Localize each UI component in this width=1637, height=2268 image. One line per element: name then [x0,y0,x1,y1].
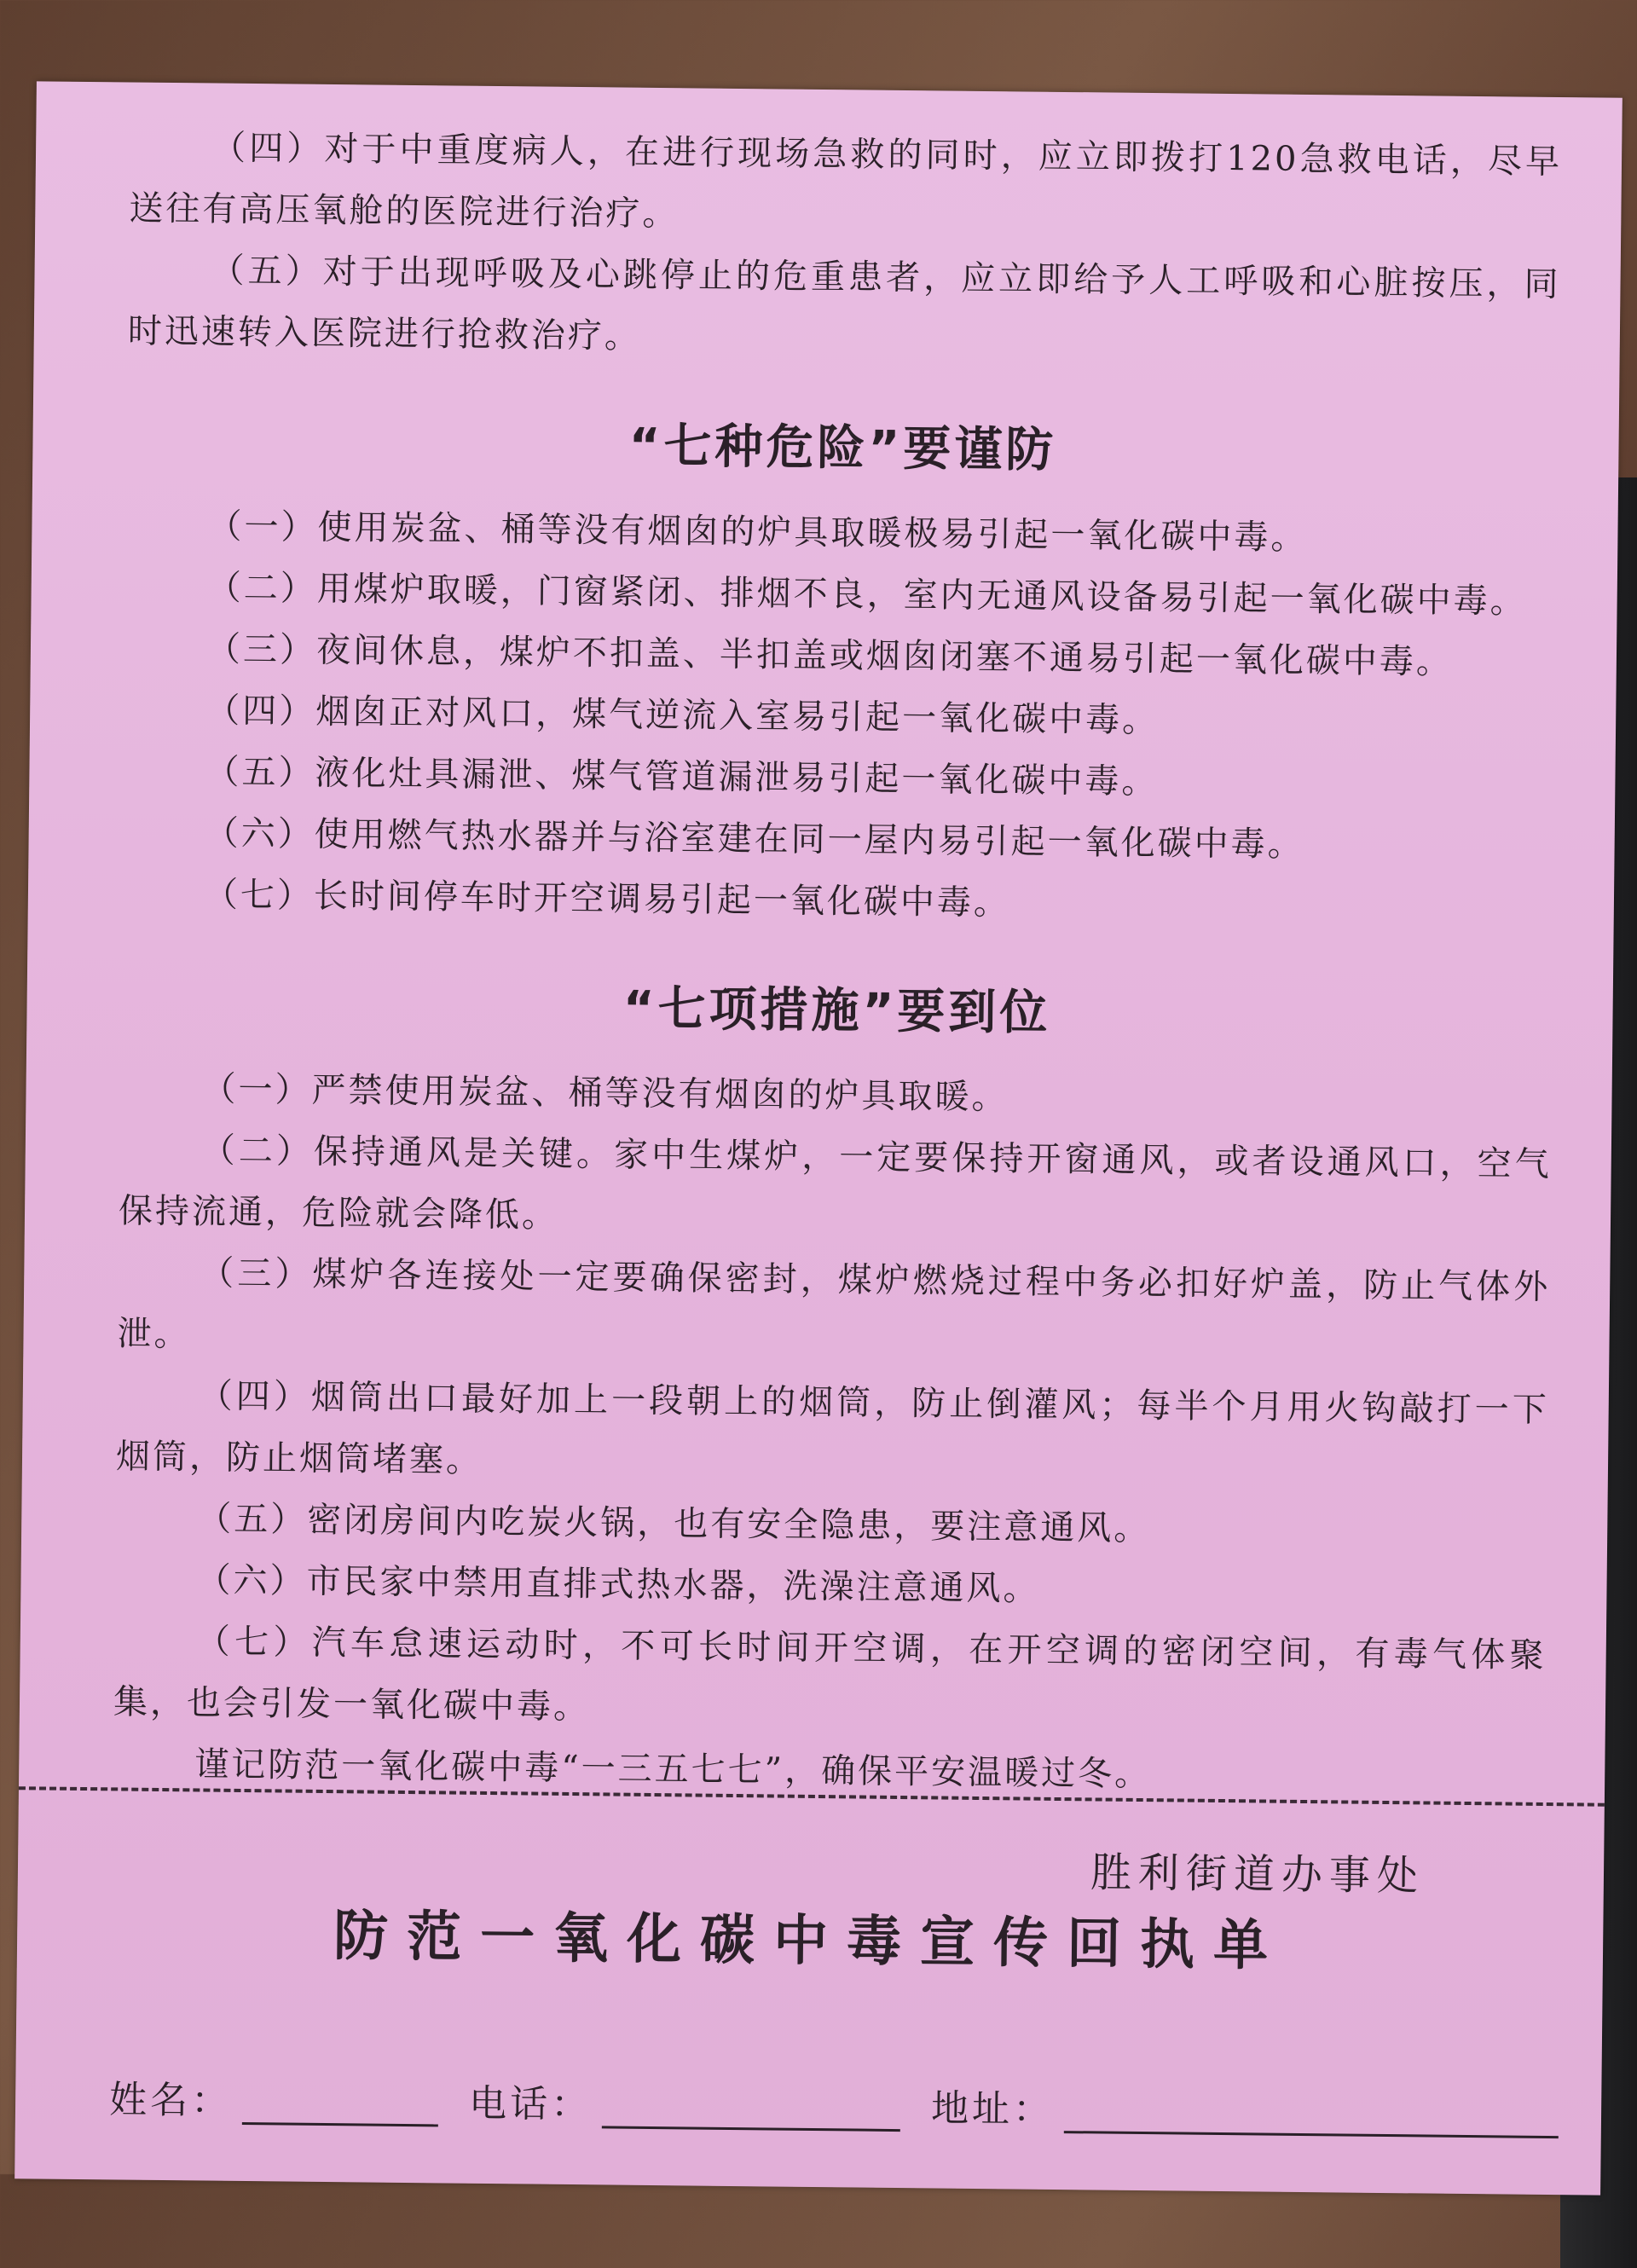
danger-item: （三）夜间休息，煤炉不扣盖、半扣盖或烟囱闭塞不通易引起一氧化碳中毒。 [205,629,1454,682]
measure-item: （二）保持通风是关键。家中生煤炉，一定要保持开窗通风，或者设通风口，空气保持流通，危险就会降低。 [118,1131,1552,1235]
leaflet-body [112,116,1563,1911]
address-field[interactable] [1064,2093,1559,2138]
issuer-signature: 胜利街道办事处 [1090,1849,1426,1901]
dangers-heading: “七种危险”要谨防 [628,418,1057,478]
danger-item: （二）用煤炉取暖，门窗紧闭、排烟不良，室内无通风设备易引起一氧化碳中毒。 [206,568,1527,622]
receipt-form [109,2068,1559,2138]
danger-item: （七）长时间停车时开空调易引起一氧化碳中毒。 [203,875,1011,923]
measure-item: （七）汽车怠速运动时，不可长时间开空调，在开空调的密闭空间，有毒气体聚集，也会引发一氧化碳中毒。 [113,1622,1547,1727]
name-field[interactable] [242,2085,438,2126]
measure-item: （四）烟筒出口最好加上一段朝上的烟筒，防止倒灌风；每半个月用火钩敲打一下烟筒，防止烟筒堵塞。 [115,1376,1549,1480]
leaflet-page [14,81,1623,2195]
phone-field[interactable] [602,2088,900,2132]
phone-label: 电话： [468,2081,593,2127]
danger-item: （一）使用炭盆、桶等没有烟囱的炉具取暖极易引起一氧化碳中毒。 [207,506,1308,558]
danger-item: （六）使用燃气热水器并与浴室建在同一屋内易引起一氧化碳中毒。 [204,813,1304,865]
closing-sentence: 谨记防范一氧化碳中毒“一三五七七”，确保平安温暖过冬。 [194,1744,1152,1795]
measure-item: （一）严禁使用炭盆、桶等没有烟囱的炉具取暖。 [201,1069,1009,1118]
danger-item: （四）烟囱正对风口，煤气逆流入室易引起一氧化碳中毒。 [205,691,1160,741]
measure-item: （五）密闭房间内吃炭火锅，也有安全隐患，要注意通风。 [197,1499,1151,1549]
intro-paragraph: （四）对于中重度病人，在进行现场急救的同时，应立即拨打120急救电话，尽早送往有高压氧舱的医院进行治疗。 [129,128,1563,234]
danger-item: （五）液化灶具漏泄、煤气管道漏泄易引起一氧化碳中毒。 [205,752,1159,802]
name-label: 姓名： [108,2078,233,2123]
measure-item: （六）市民家中禁用直排式热水器，洗澡注意通风。 [196,1560,1040,1609]
intro-paragraph: （五）对于出现呼吸及心跳停止的危重患者，应立即给予人工呼吸和心脏按压，同时迅速转入医院进行抢救治疗。 [127,251,1561,356]
receipt-title: 防范一氧化碳中毒宣传回执单 [333,1905,1287,1978]
address-label: 地址： [930,2086,1055,2132]
measures-heading: “七项措施”要到位 [622,981,1051,1041]
measure-item: （三）煤炉各连接处一定要确保密封，煤炉燃烧过程中务必扣好炉盖，防止气体外泄。 [117,1253,1551,1355]
